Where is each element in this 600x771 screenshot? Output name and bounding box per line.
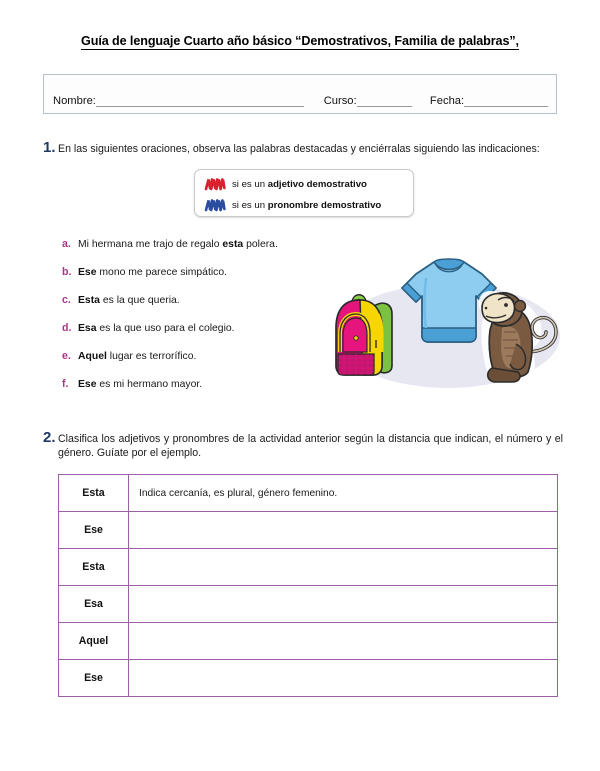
exercise-2-number: 2. xyxy=(43,429,56,446)
sentence-item-a xyxy=(62,238,352,266)
sentence-item-d xyxy=(62,322,352,350)
sentence-text: Esta es la que queria. xyxy=(78,295,180,306)
legend-box xyxy=(194,169,414,217)
table-cell-word: Esa xyxy=(59,586,129,623)
identification-box xyxy=(43,74,557,114)
sentence-text: Mi hermana me trajo de regalo esta polera. xyxy=(78,239,278,250)
curso-label: Curso: xyxy=(323,95,357,107)
table-row xyxy=(59,475,558,512)
blue-scribble-icon xyxy=(204,198,226,213)
fecha-label: Fecha: xyxy=(429,95,465,107)
exercise-2-instruction: Clasifica los adjetivos y pronombres de la actividad anterior según la distancia que indican, el número y el género. Guíate por el ejemplo. xyxy=(58,433,563,460)
red-scribble-icon xyxy=(204,177,226,192)
page-title: Guía de lenguaje Cuarto año básico “Demostrativos, Familia de palabras”, xyxy=(81,34,519,48)
fecha-input[interactable] xyxy=(464,95,548,107)
sentence-list xyxy=(62,238,352,406)
sentence-item-c xyxy=(62,294,352,322)
table-cell-word: Esta xyxy=(59,549,129,586)
table-cell-word: Aquel xyxy=(59,623,129,660)
sentence-letter: d. xyxy=(62,322,72,334)
backpack-icon xyxy=(336,295,392,375)
table-cell-definition[interactable] xyxy=(129,586,558,623)
sentence-item-e xyxy=(62,350,352,378)
legend-item-pronombre xyxy=(204,195,413,215)
table-row xyxy=(59,660,558,697)
table-row xyxy=(59,549,558,586)
table-cell-definition[interactable] xyxy=(129,623,558,660)
table-cell-definition[interactable]: Indica cercanía, es plural, género femenino. xyxy=(129,475,558,512)
sentence-item-b xyxy=(62,266,352,294)
sentence-letter: b. xyxy=(62,266,72,278)
table-cell-definition[interactable] xyxy=(129,512,558,549)
table-cell-word: Ese xyxy=(59,512,129,549)
nombre-input[interactable] xyxy=(96,95,304,107)
sentence-letter: a. xyxy=(62,238,71,250)
sentence-item-f xyxy=(62,378,352,406)
curso-input[interactable] xyxy=(357,95,412,107)
table-row xyxy=(59,512,558,549)
identification-row xyxy=(53,95,548,107)
table-cell-word: Ese xyxy=(59,660,129,697)
sentence-text: Aquel lugar es terrorífico. xyxy=(78,351,197,362)
table-row xyxy=(59,623,558,660)
monkey-icon xyxy=(479,291,556,382)
sentence-text: Esa es la que uso para el colegio. xyxy=(78,323,235,334)
table-cell-definition[interactable] xyxy=(129,660,558,697)
sentence-letter: c. xyxy=(62,294,71,306)
sentence-letter: e. xyxy=(62,350,71,362)
page-title-container xyxy=(0,32,600,50)
sentence-text: Ese mono me parece simpático. xyxy=(78,267,228,278)
exercise-1-instruction: En las siguientes oraciones, observa las palabras destacadas y enciérralas siguiendo las indicaciones: xyxy=(58,143,540,155)
sentence-text: Ese es mi hermano mayor. xyxy=(78,379,203,390)
legend-label-pronombre: si es un pronombre demostrativo xyxy=(232,199,382,211)
exercise-1-number: 1. xyxy=(43,139,56,156)
table-row xyxy=(59,586,558,623)
nombre-label: Nombre: xyxy=(53,95,96,107)
sentence-letter: f. xyxy=(62,378,69,390)
backpack-tshirt-monkey-illustration xyxy=(330,248,570,408)
table-cell-word: Esta xyxy=(59,475,129,512)
table-cell-definition[interactable] xyxy=(129,549,558,586)
legend-item-adjetivo xyxy=(204,174,413,194)
classification-table xyxy=(58,474,558,697)
legend-label-adjetivo: si es un adjetivo demostrativo xyxy=(232,178,367,190)
